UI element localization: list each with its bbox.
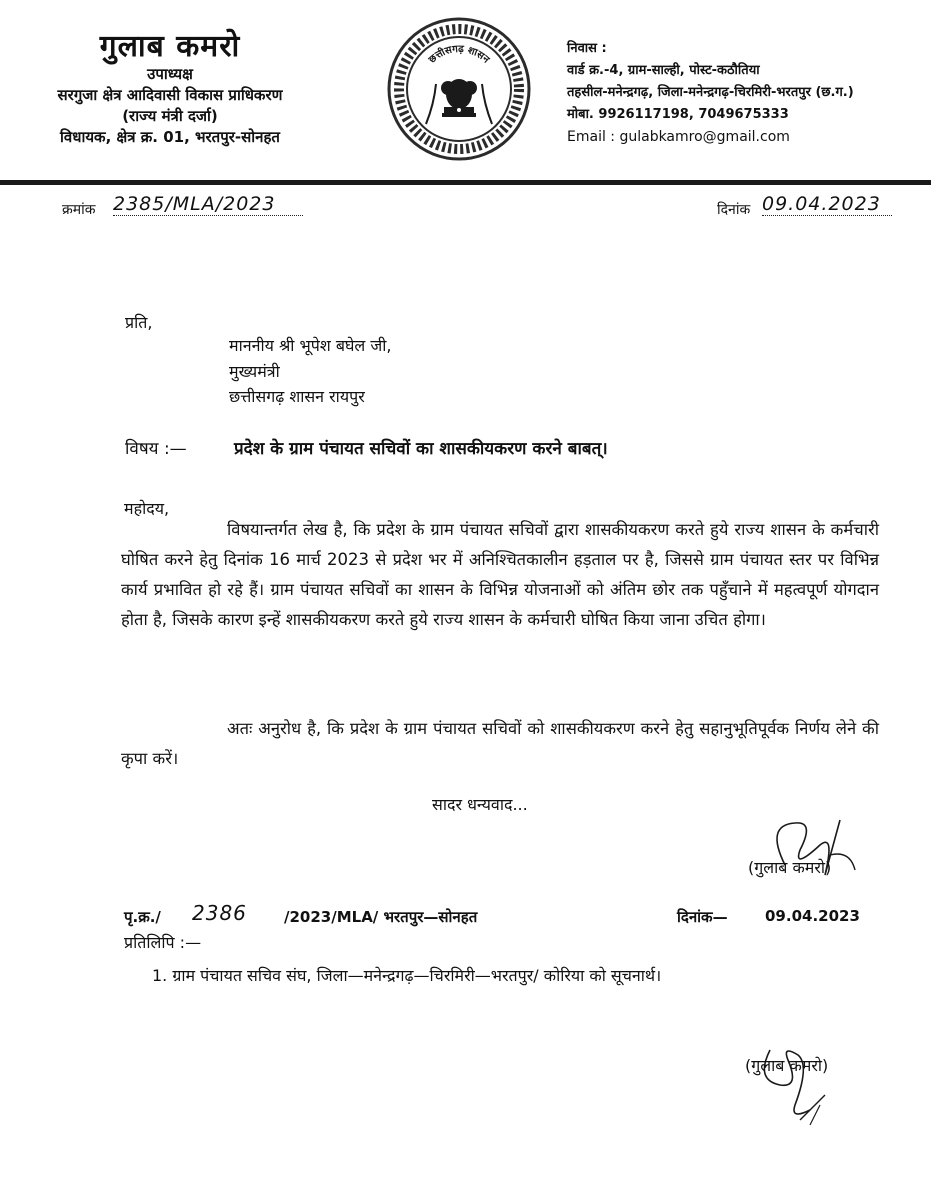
recipient-designation: मुख्यमंत्री	[229, 362, 280, 381]
residence-label: निवास :	[567, 41, 607, 56]
recipient-office: छत्तीसगढ़ शासन रायपुर	[229, 387, 365, 406]
body-paragraph-1-text: विषयान्तर्गत लेख है, कि प्रदेश के ग्राम पंचायत सचिवों द्वारा शासकीयकरण करते हुये राज्य शासन के कर्मचारी घोषित करने हेतु दिनांक 16 मार्च 2023 से प्रदेश भर में अनिश्चितकालीन हड़ताल पर है, जिससे ग्राम पंचायत स्तर पर विभिन्न कार्य प्रभावित हो रहे हैं। ग्राम पंचायत सचिवों का शासन के विभिन्न योजनाओं को अंतिम छोर तक पहुँचाने में महत्वपूर्ण योगदान होता है, जिसके कारण इन्हें शासकीयकरण करते हुये राज्य शासन के कर्मचारी घोषित किया जाना उचित होगा।	[121, 520, 879, 629]
recipient-name: माननीय श्री भूपेश बघेल जी,	[229, 336, 392, 355]
sender-name: गुलाब कमरो	[99, 29, 241, 64]
email-address: Email : gulabkamro@gmail.com	[567, 129, 790, 145]
ref-date-label: दिनांक	[717, 202, 751, 218]
body-paragraph-2	[121, 714, 879, 774]
salutation: महोदय,	[124, 499, 170, 518]
endorsement-suffix: /2023/MLA/ भरतपुर—सोनहत	[284, 908, 478, 926]
sender-constituency: विधायक, क्षेत्र क्र. 01, भरतपुर-सोनहत	[60, 128, 280, 146]
endorsement-prefix: पृ.क्र./	[124, 908, 161, 926]
recipient-to: प्रति,	[125, 313, 153, 332]
sender-designation: उपाध्यक्ष	[147, 65, 193, 83]
ref-number-value: 2385/MLA/2023	[113, 193, 303, 216]
letterhead-left	[20, 30, 320, 148]
address-line-1: वार्ड क्र.-4, ग्राम-साल्ही, पोस्ट-कठौतिया	[567, 63, 760, 78]
handwritten-signature-2	[740, 1030, 860, 1130]
signature-1-name: (गुलाब कमरो)	[748, 858, 832, 877]
subject-label: विषय :—	[125, 439, 187, 459]
sender-rank: (राज्य मंत्री दर्जा)	[122, 107, 218, 125]
ref-number-label: क्रमांक	[62, 202, 96, 218]
body-paragraph-2-text: अतः अनुरोध है, कि प्रदेश के ग्राम पंचायत सचिवों को शासकीयकरण करने हेतु सहानुभूतिपूर्वक निर्णय लेने की कृपा करें।	[121, 719, 879, 768]
address-line-2: तहसील-मनेन्द्रगढ़, जिला-मनेन्द्रगढ़-चिरमिरी-भरतपुर (छ.ग.)	[567, 85, 854, 100]
ref-date-value: 09.04.2023	[762, 193, 892, 216]
endorsement-date-label: दिनांक—	[677, 908, 728, 926]
emblem-icon	[384, 14, 534, 164]
body-paragraph-1	[121, 515, 879, 635]
copy-label: प्रतिलिपि :—	[124, 933, 202, 952]
sender-authority: सरगुजा क्षेत्र आदिवासी विकास प्राधिकरण	[57, 86, 283, 104]
signature-2-name: (गुलाब कमरो)	[745, 1056, 829, 1075]
copy-item-1: 1. ग्राम पंचायत सचिव संघ, जिला—मनेन्द्रगढ़—चिरमिरी—भरतपुर/ कोरिया को सूचनार्थ।	[152, 966, 662, 985]
endorsement-date-value: 09.04.2023	[765, 907, 860, 925]
state-emblem-seal	[384, 14, 534, 164]
letterhead-divider	[0, 180, 931, 185]
endorsement-number: 2386	[192, 901, 247, 925]
mobile-numbers: मोबा. 9926117198, 7049675333	[567, 107, 789, 122]
thanks-line: सादर धन्यवाद...	[432, 795, 528, 814]
emblem-text: छत्तीसगढ़ शासन	[426, 43, 492, 66]
letterhead-right	[567, 38, 927, 148]
subject-text: प्रदेश के ग्राम पंचायत सचिवों का शासकीयकरण करने बाबत्।	[234, 439, 608, 459]
